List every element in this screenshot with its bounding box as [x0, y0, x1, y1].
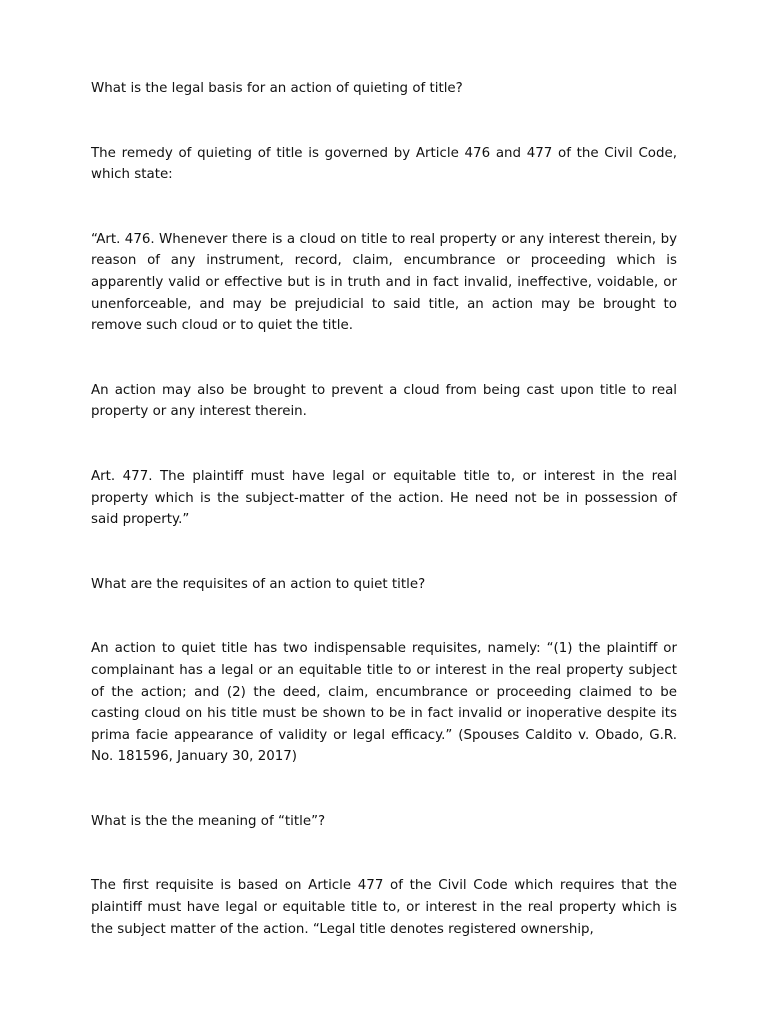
paragraph-article-476: “Art. 476. Whenever there is a cloud on title to real property or any interest therein, by reason of any instrument, record, claim, encumbrance or proceeding which is apparently valid or effective but is in truth and in fact invalid, ineffective, voidable, or unenforceable, and may be prejudicial to said title, an action may be brought to remove such cloud or to quiet the title. [91, 231, 677, 334]
paragraph-first-requisite: The first requisite is based on Article 477 of the Civil Code which requires that the plaintiff must have legal or equitable title to, or interest in the real property which is the subject matter of the action. “Legal title denotes registered ownership, [91, 878, 677, 937]
question-legal-basis: What is the legal basis for an action of quieting of title? [91, 81, 463, 96]
question-requisites: What are the requisites of an action to quiet title? [91, 576, 426, 592]
document-page [91, 78, 677, 983]
paragraph-prevent-cloud: An action may also be brought to prevent a cloud from being cast upon title to real property or any interest therein. [91, 382, 677, 420]
paragraph-two-requisites: An action to quiet title has two indispensable requisites, namely: “(1) the plaintiff or complainant has a legal or an equitable title to or interest in the real property subject of the action; and (2) the deed, claim, encumbrance or proceeding claimed to be casting cloud on his title must be shown to be in fact invalid or inoperative despite its prima facie appearance of validity or legal efficacy.” (Spouses Caldito v. Obado, G.R. No. 181596, January 30, 2017) [91, 641, 677, 765]
question-meaning-of-title: What is the the meaning of “title”? [91, 813, 326, 829]
paragraph-remedy-governed: The remedy of quieting of title is governed by Article 476 and 477 of the Civil Code, which state: [91, 145, 677, 183]
paragraph-article-477: Art. 477. The plaintiff must have legal or equitable title to, or interest in the real property which is the subject-matter of the action. He need not be in possession of said property.” [91, 468, 677, 528]
